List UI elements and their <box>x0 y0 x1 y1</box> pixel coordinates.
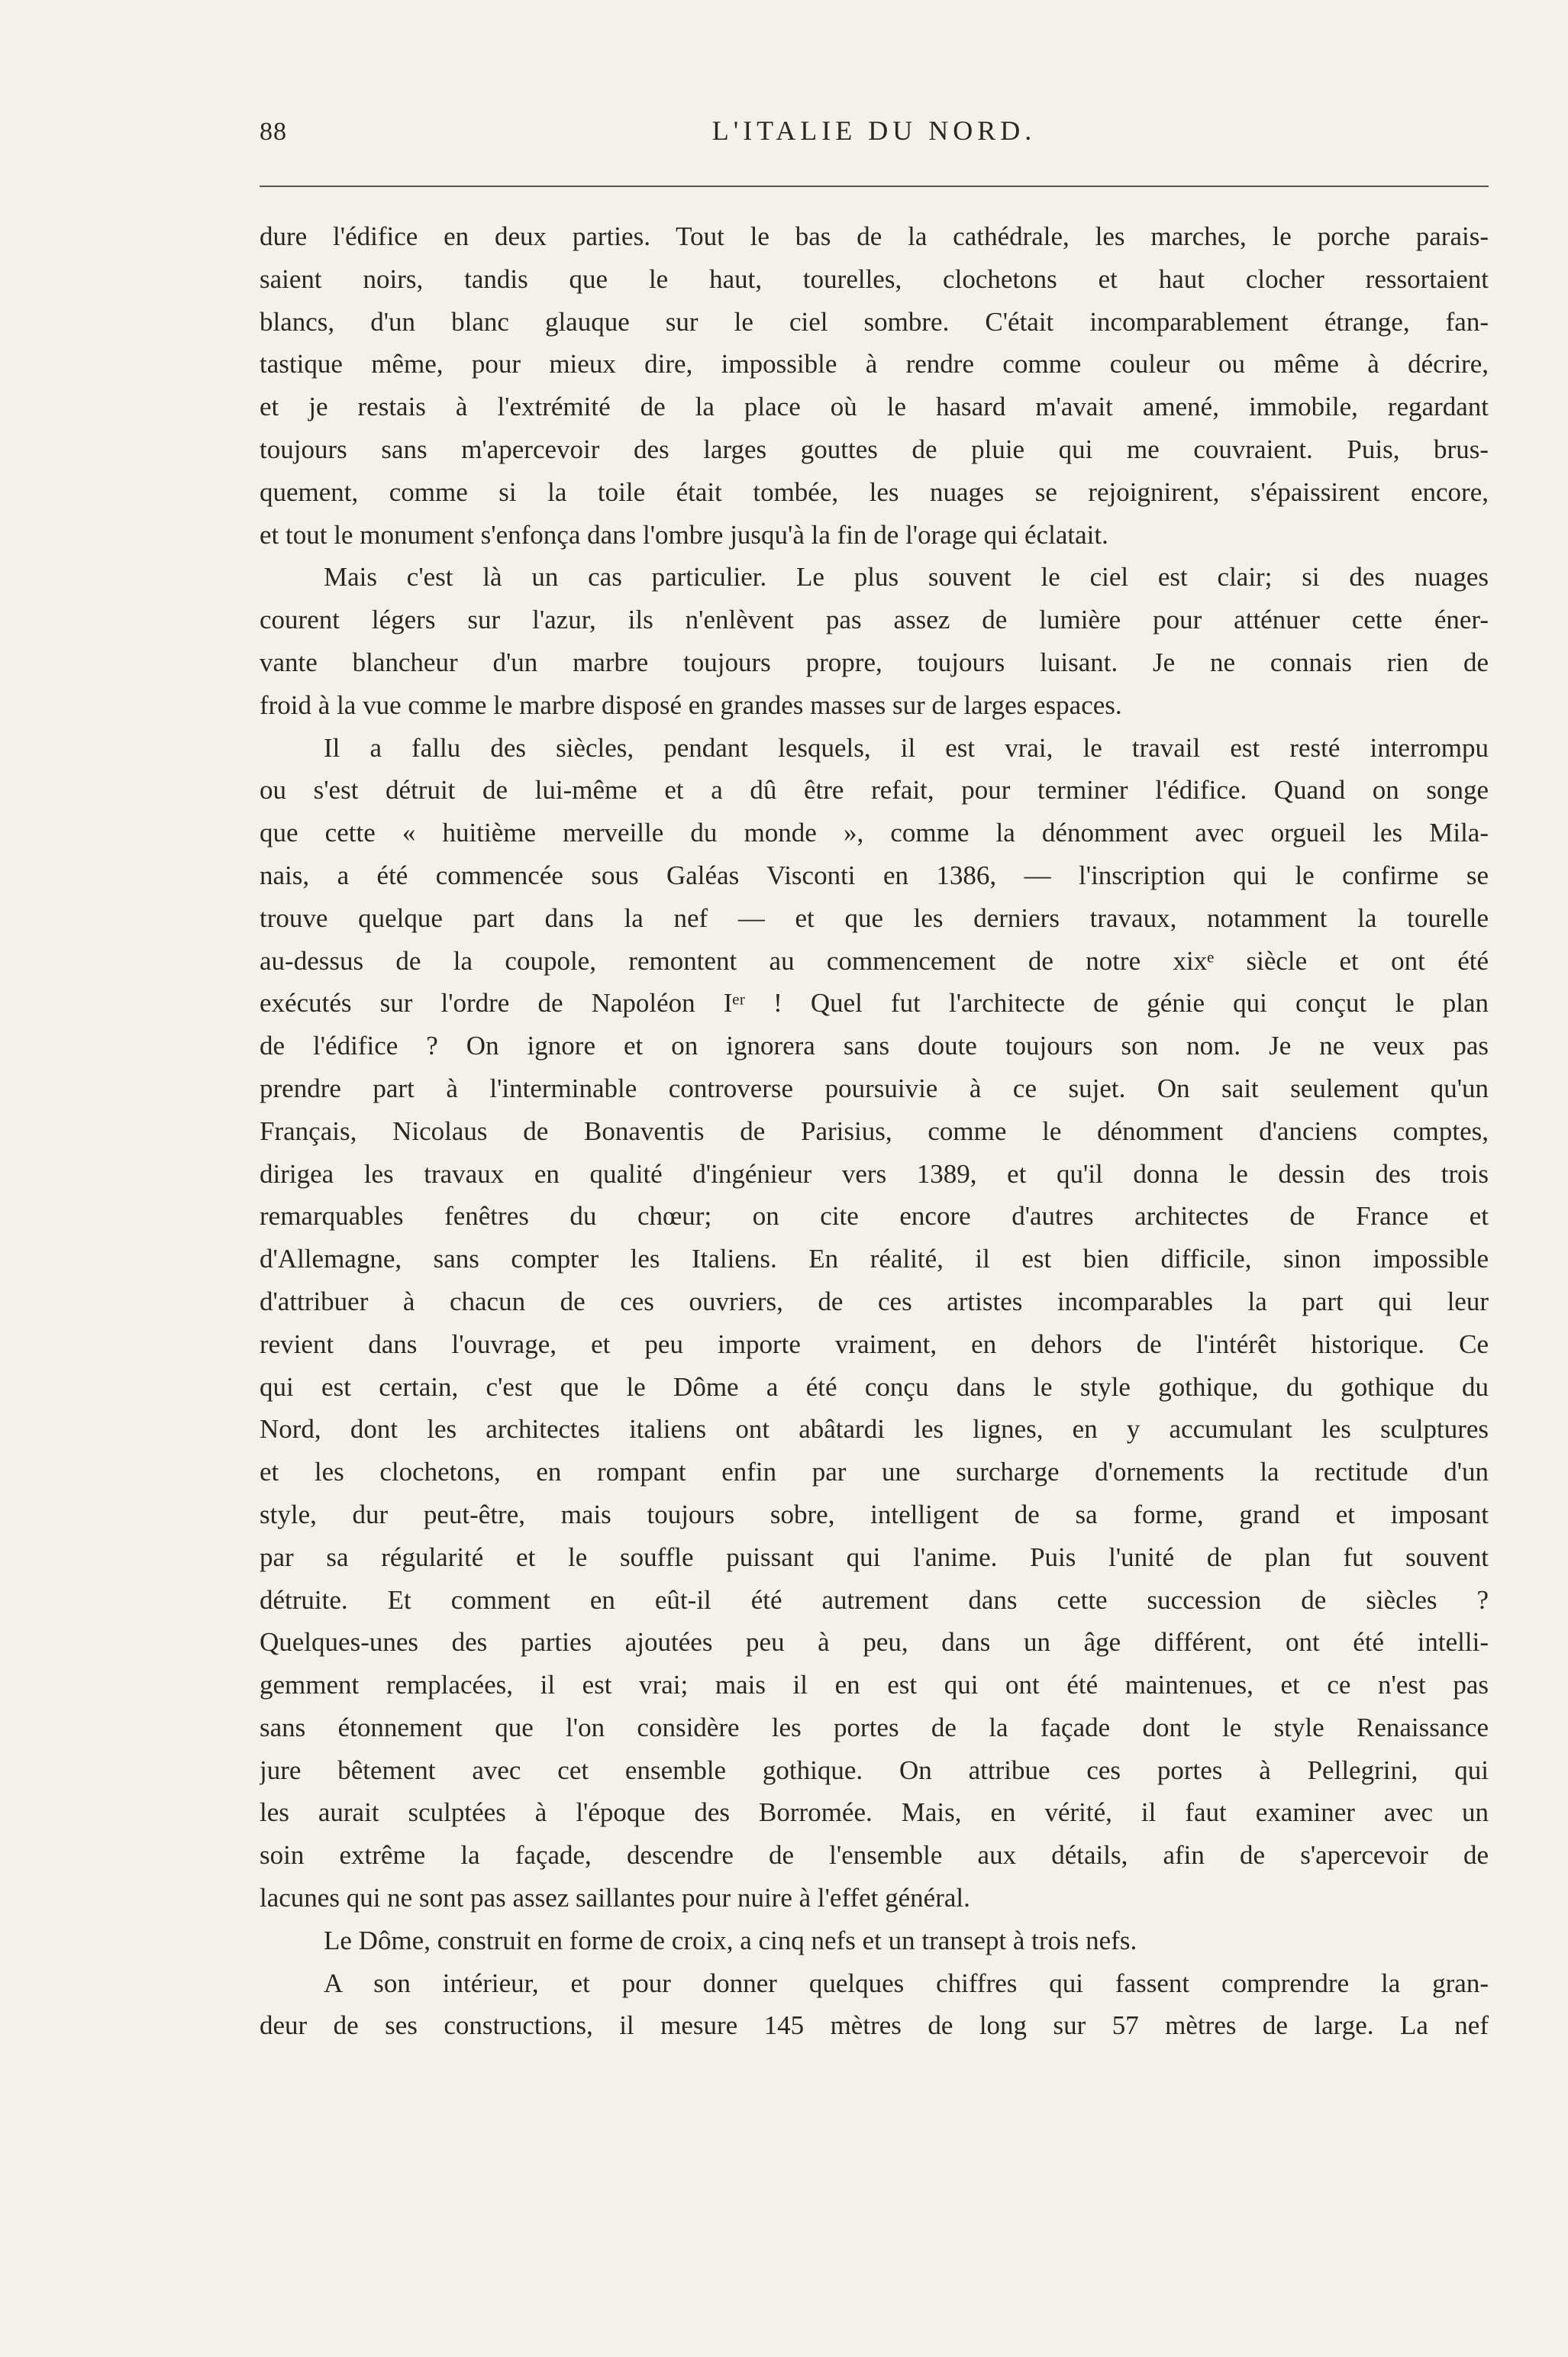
text-line: sans étonnement que l'on considère les portes de la façade dont le style Renaissance <box>260 1712 1489 1742</box>
text-line: blancs, d'un blanc glauque sur le ciel sombre. C'était incomparablement étrange, fan- <box>260 306 1489 337</box>
text-line: A son intérieur, et pour donner quelques chiffres qui fassent comprendre la gran- <box>324 1968 1489 1998</box>
text-line: Français, Nicolaus de Bonaventis de Parisius, comme le dénomment d'anciens comptes, <box>260 1116 1489 1146</box>
text-line: et je restais à l'extrémité de la place où le hasard m'avait amené, immobile, regardant <box>260 392 1489 422</box>
text-line: exécutés sur l'ordre de Napoléon Iᵉʳ ! Quel fut l'architecte de génie qui conçut le plan <box>260 988 1489 1019</box>
text-line: nais, a été commencée sous Galéas Visconti en 1386, — l'inscription qui le confirme se <box>260 860 1489 890</box>
page-number: 88 <box>260 118 287 146</box>
text-line: dure l'édifice en deux parties. Tout le bas de la cathédrale, les marches, le porche parais- <box>260 221 1489 251</box>
text-line: Le Dôme, construit en forme de croix, a cinq nefs et un transept à trois nefs. <box>324 1925 1137 1955</box>
text-line: soin extrême la façade, descendre de l'ensemble aux détails, afin de s'apercevoir de <box>260 1840 1489 1871</box>
text-line: qui est certain, c'est que le Dôme a été conçu dans le style gothique, du gothique du <box>260 1371 1489 1402</box>
text-line: par sa régularité et le souffle puissant qui l'anime. Puis l'unité de plan fut souvent <box>260 1542 1489 1572</box>
text-line: Mais c'est là un cas particulier. Le plus souvent le ciel est clair; si des nuages <box>324 562 1489 592</box>
text-line: gemment remplacées, il est vrai; mais il en est qui ont été maintenues, et ce n'est pas <box>260 1670 1489 1700</box>
text-line: style, dur peut-être, mais toujours sobre, intelligent de sa forme, grand et imposant <box>260 1499 1489 1529</box>
text-line: Il a fallu des siècles, pendant lesquels, il est vrai, le travail est resté interrompu <box>324 732 1489 763</box>
text-line: lacunes qui ne sont pas assez saillantes pour nuire à l'effet général. <box>260 1883 970 1913</box>
text-line: vante blancheur d'un marbre toujours propre, toujours luisant. Je ne connais rien de <box>260 647 1489 677</box>
text-line: revient dans l'ouvrage, et peu importe vraiment, en dehors de l'intérêt historique. Ce <box>260 1329 1489 1359</box>
body-text <box>260 215 1489 2047</box>
text-line: courent légers sur l'azur, ils n'enlèvent pas assez de lumière pour atténuer cette éner- <box>260 605 1489 635</box>
running-title: L'ITALIE DU NORD. <box>711 115 1037 146</box>
text-line: les aurait sculptées à l'époque des Borromée. Mais, en vérité, il faut examiner avec un <box>260 1797 1489 1828</box>
text-line: jure bêtement avec cet ensemble gothique. On attribue ces portes à Pellegrini, qui <box>260 1755 1489 1785</box>
text-line: Nord, dont les architectes italiens ont abâtardi les lignes, en y accumulant les sculptures <box>260 1414 1489 1445</box>
text-line: d'Allemagne, sans compter les Italiens. En réalité, il est bien difficile, sinon impossible <box>260 1244 1489 1274</box>
text-line: au-dessus de la coupole, remontent au commencement de notre xixᵉ siècle et ont été <box>260 945 1489 976</box>
text-line: et les clochetons, en rompant enfin par une surcharge d'ornements la rectitude d'un <box>260 1457 1489 1487</box>
text-line: de l'édifice ? On ignore et on ignorera sans doute toujours son nom. Je ne veux pas <box>260 1031 1489 1061</box>
text-line: d'attribuer à chacun de ces ouvriers, de ces artistes incomparables la part qui leur <box>260 1286 1489 1316</box>
text-line: ou s'est détruit de lui-même et a dû être refait, pour terminer l'édifice. Quand on songe <box>260 775 1489 806</box>
text-line: Quelques-unes des parties ajoutées peu à peu, dans un âge différent, ont été intelli- <box>260 1627 1489 1658</box>
page-header <box>260 115 1489 160</box>
text-line: et tout le monument s'enfonça dans l'ombre jusqu'à la fin de l'orage qui éclatait. <box>260 519 1108 550</box>
header-rule <box>260 186 1489 187</box>
text-line: quement, comme si la toile était tombée, les nuages se rejoignirent, s'épaissirent encore, <box>260 476 1489 507</box>
text-line: trouve quelque part dans la nef — et que les derniers travaux, notamment la tourelle <box>260 902 1489 933</box>
text-line: saient noirs, tandis que le haut, tourelles, clochetons et haut clocher ressortaient <box>260 263 1489 294</box>
text-line: dirigea les travaux en qualité d'ingénieur vers 1389, et qu'il donna le dessin des trois <box>260 1158 1489 1189</box>
text-line: tastique même, pour mieux dire, impossible à rendre comme couleur ou même à décrire, <box>260 349 1489 379</box>
text-line: détruite. Et comment en eût-il été autrement dans cette succession de siècles ? <box>260 1584 1489 1615</box>
text-line: prendre part à l'interminable controverse poursuivie à ce sujet. On sait seulement qu'un <box>260 1073 1489 1103</box>
text-line: froid à la vue comme le marbre disposé en grandes masses sur de larges espaces. <box>260 689 1122 720</box>
text-line: que cette « huitième merveille du monde », comme la dénomment avec orgueil les Mila- <box>260 818 1489 848</box>
text-line: toujours sans m'apercevoir des larges gouttes de pluie qui me couvraient. Puis, brus- <box>260 434 1489 464</box>
text-line: remarquables fenêtres du chœur; on cite encore d'autres architectes de France et <box>260 1201 1489 1232</box>
text-line: deur de ses constructions, il mesure 145 mètres de long sur 57 mètres de large. La nef <box>260 2010 1489 2041</box>
